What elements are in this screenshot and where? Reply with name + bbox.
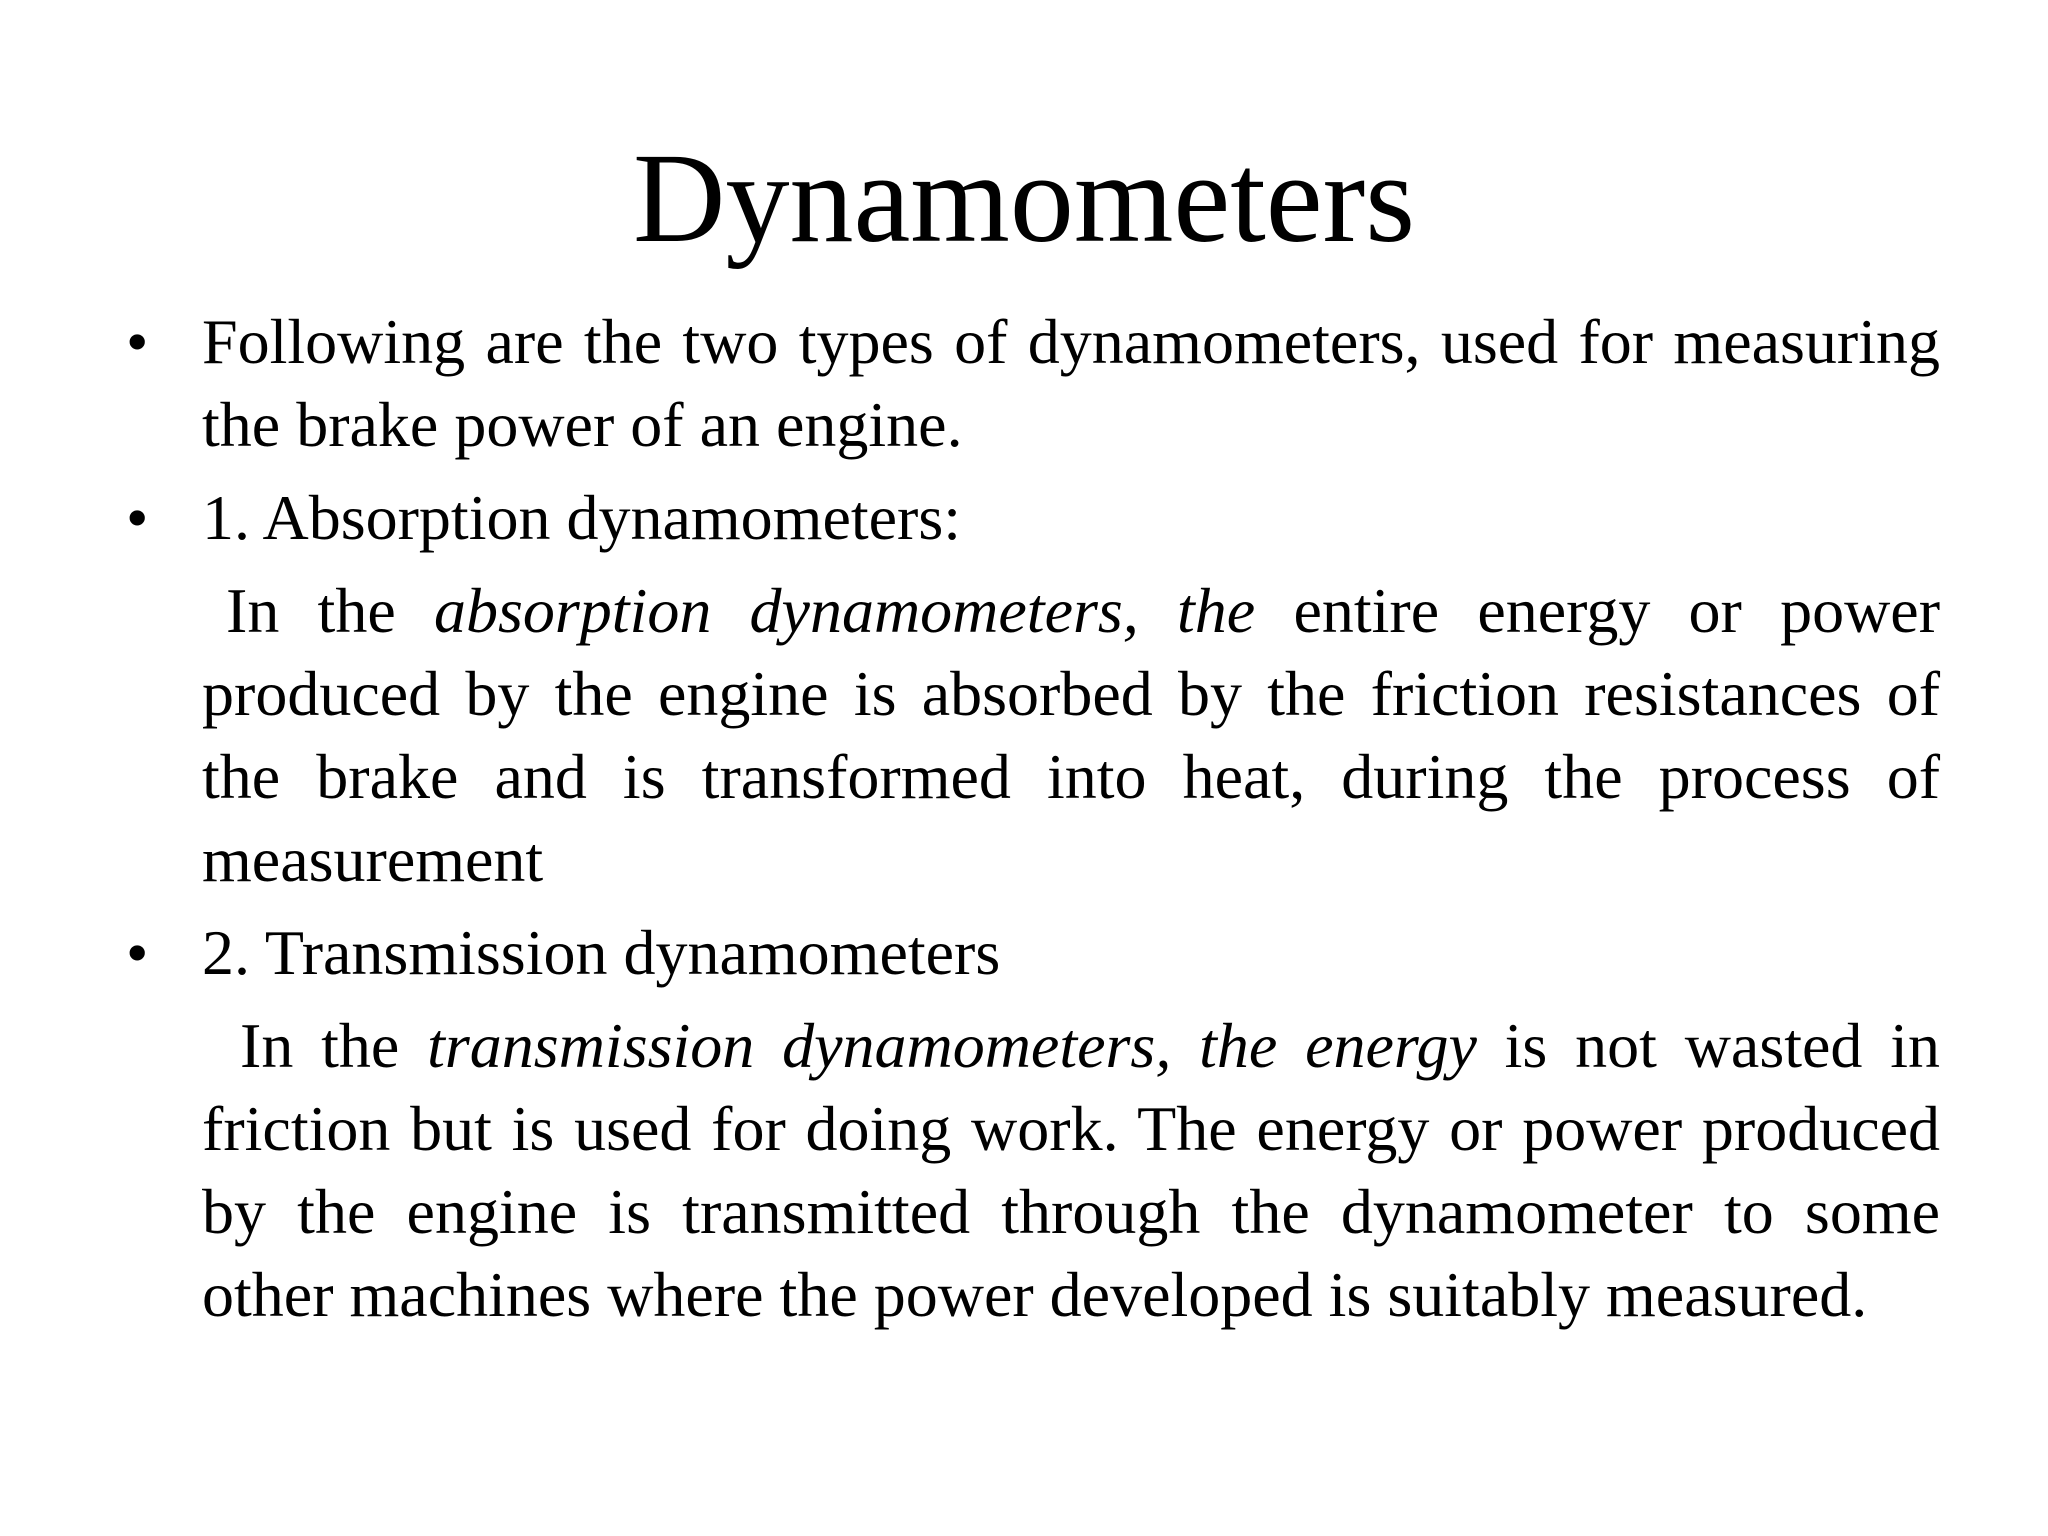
bullet-text: 1. Absorption dynamometers: [202,482,962,553]
bullet-text: Following are the two types of dynamometers, used for measuring the brake power of an engine. [202,306,1940,460]
bullet-item-absorption [126,476,1940,559]
bullet-item-transmission [126,911,1940,994]
paragraph-italic-term: transmission dynamometers, the energy [427,1010,1477,1081]
slide-content [126,300,1940,1336]
paragraph-text-start: In the [240,1010,428,1081]
paragraph-italic-term: absorption dynamometers, the [433,575,1256,646]
bullet-text: 2. Transmission dynamometers [202,917,1001,988]
absorption-description [126,569,1940,901]
bullet-icon: • [126,917,149,988]
bullet-icon: • [126,306,149,377]
paragraph-text-rest: entire energy or power produced by the engine is absorbed by the friction resistances of the brake and is transformed into heat, during the process of measurement [202,575,1941,895]
paragraph-text-start: In the [226,575,434,646]
bullet-item-intro [126,300,1940,466]
slide-title: Dynamometers [633,127,1415,269]
bullet-icon: • [126,482,149,553]
paragraph-text-rest: is not wasted in friction but is used for doing work. The energy or power produced by the engine is transmitted through the dynamometer to some other machines where the power developed is suitably measured. [202,1010,1941,1330]
transmission-description [126,1004,1940,1336]
